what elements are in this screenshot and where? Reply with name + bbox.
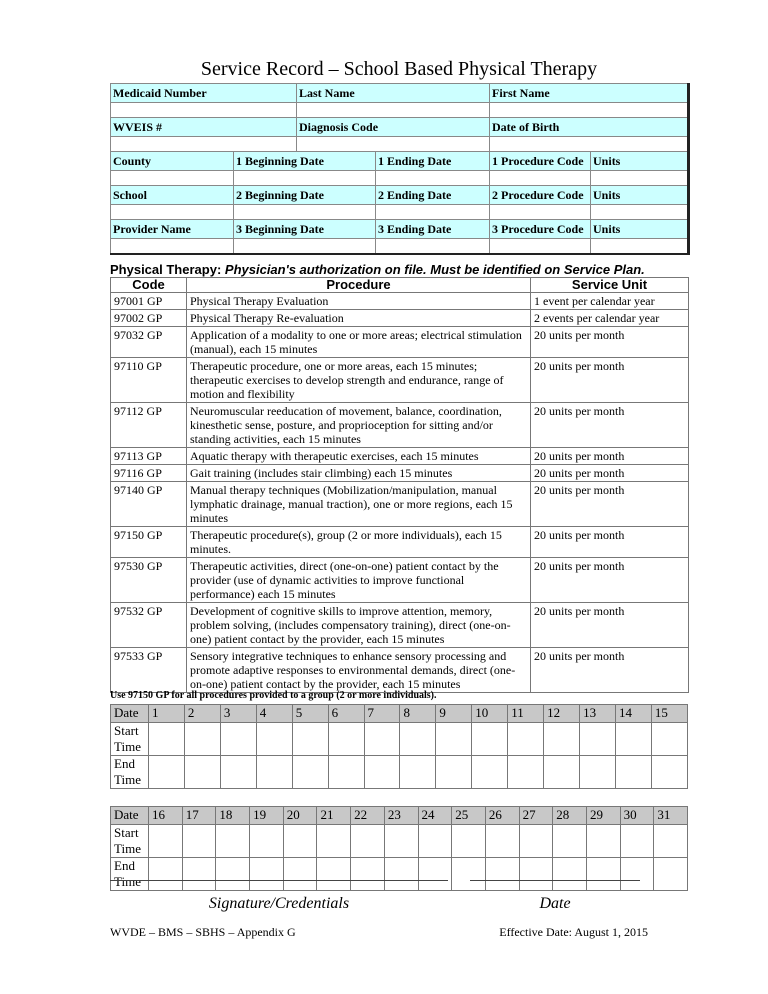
day-number: 6: [328, 705, 364, 723]
day-number: 5: [292, 705, 328, 723]
procedure-code: 97112 GP: [111, 403, 187, 448]
label-procedure-code-1: 1 Procedure Code: [490, 152, 591, 171]
day-number: 7: [364, 705, 400, 723]
day-number: 10: [472, 705, 508, 723]
procedure-row: [111, 448, 689, 465]
start-time-cell[interactable]: [418, 825, 452, 858]
start-time-cell[interactable]: [250, 825, 284, 858]
procedure-description: Physical Therapy Re-evaluation: [187, 310, 531, 327]
page-title: Service Record – School Based Physical Therapy: [200, 58, 598, 80]
procedure-row: [111, 465, 689, 482]
student-info-form: [110, 83, 690, 255]
procedure-code-1-field[interactable]: [490, 171, 591, 186]
day-number: 2: [184, 705, 220, 723]
day-number: 17: [182, 807, 216, 825]
school-field[interactable]: [111, 205, 234, 220]
procedure-description: Therapeutic activities, direct (one-on-one) patient contact by the provider (use of dynamic activities to improve functional performance) each 15 minutes: [187, 558, 531, 603]
label-units-1: Units: [591, 152, 689, 171]
start-time-cell[interactable]: [384, 825, 418, 858]
label-ending-date-2: 2 Ending Date: [376, 186, 490, 205]
label-provider-name: Provider Name: [111, 220, 234, 239]
end-time-cell[interactable]: [292, 756, 328, 789]
label-wveis: WVEIS #: [111, 118, 297, 137]
end-time-cell[interactable]: [149, 858, 183, 891]
day-number: 30: [620, 807, 654, 825]
end-time-cell[interactable]: [472, 756, 508, 789]
service-unit: 20 units per month: [531, 448, 689, 465]
start-time-cell[interactable]: [317, 825, 351, 858]
start-time-cell[interactable]: [580, 723, 616, 756]
service-unit: 20 units per month: [531, 648, 689, 693]
procedure-row: [111, 310, 689, 327]
service-unit: 20 units per month: [531, 465, 689, 482]
end-time-cell[interactable]: [553, 858, 587, 891]
procedure-row: [111, 527, 689, 558]
end-time-cell[interactable]: [250, 858, 284, 891]
day-number: 11: [508, 705, 544, 723]
start-time-cell[interactable]: [544, 723, 580, 756]
procedure-row: [111, 558, 689, 603]
procedure-code: 97116 GP: [111, 465, 187, 482]
start-time-cell[interactable]: [519, 825, 553, 858]
row-label-date: Date: [111, 705, 149, 723]
label-date-of-birth: Date of Birth: [490, 118, 689, 137]
procedure-code: 97530 GP: [111, 558, 187, 603]
service-unit: 20 units per month: [531, 482, 689, 527]
end-time-cell[interactable]: [216, 858, 250, 891]
section-heading: [110, 262, 645, 277]
end-time-cell[interactable]: [182, 858, 216, 891]
procedure-description: Therapeutic procedure(s), group (2 or more individuals), each 15 minutes.: [187, 527, 531, 558]
diagnosis-code-field[interactable]: [297, 137, 490, 152]
start-time-cell[interactable]: [220, 723, 256, 756]
group-note: Use 97150 GP for all procedures provided to a group (2 or more individuals).: [110, 690, 437, 701]
end-time-cell[interactable]: [508, 756, 544, 789]
procedure-row: [111, 648, 689, 693]
procedure-code: 97532 GP: [111, 603, 187, 648]
end-time-cell[interactable]: [580, 756, 616, 789]
end-time-cell[interactable]: [283, 858, 317, 891]
row-label-start-time: Start Time: [111, 723, 149, 756]
ending-date-3-field[interactable]: [376, 239, 490, 255]
day-number: 1: [149, 705, 185, 723]
procedure-code: 97001 GP: [111, 293, 187, 310]
procedure-description: Gait training (includes stair climbing) each 15 minutes: [187, 465, 531, 482]
procedure-row: [111, 603, 689, 648]
end-time-cell[interactable]: [328, 756, 364, 789]
label-school: School: [111, 186, 234, 205]
start-time-cell[interactable]: [651, 723, 687, 756]
end-time-cell[interactable]: [452, 858, 486, 891]
end-time-cell[interactable]: [256, 756, 292, 789]
label-beginning-date-1: 1 Beginning Date: [234, 152, 376, 171]
procedure-code: 97110 GP: [111, 358, 187, 403]
label-last-name: Last Name: [297, 84, 490, 103]
units-2-field[interactable]: [591, 205, 689, 220]
label-beginning-date-2: 2 Beginning Date: [234, 186, 376, 205]
end-time-cell[interactable]: [418, 858, 452, 891]
header-code: Code: [111, 278, 187, 293]
start-time-cell[interactable]: [184, 723, 220, 756]
start-time-cell[interactable]: [364, 723, 400, 756]
start-time-cell[interactable]: [182, 825, 216, 858]
section-subtitle: Physician's authorization on file. Must be identified on Service Plan.: [224, 262, 645, 277]
label-units-3: Units: [591, 220, 689, 239]
procedure-code-2-field[interactable]: [490, 205, 591, 220]
start-time-cell[interactable]: [400, 723, 436, 756]
procedure-row: [111, 327, 689, 358]
ending-date-2-field[interactable]: [376, 205, 490, 220]
start-time-cell[interactable]: [149, 825, 183, 858]
label-units-2: Units: [591, 186, 689, 205]
label-ending-date-3: 3 Ending Date: [376, 220, 490, 239]
procedure-code: 97533 GP: [111, 648, 187, 693]
day-number: 19: [250, 807, 284, 825]
start-time-cell[interactable]: [508, 723, 544, 756]
day-number: 13: [580, 705, 616, 723]
start-time-cell[interactable]: [351, 825, 385, 858]
start-time-cell[interactable]: [436, 723, 472, 756]
procedure-description: Therapeutic procedure, one or more areas, each 15 minutes; therapeutic exercises to develop strength and endurance, range of motion and flexibility: [187, 358, 531, 403]
start-time-cell[interactable]: [654, 825, 688, 858]
start-time-cell[interactable]: [292, 723, 328, 756]
day-number: 28: [553, 807, 587, 825]
procedure-row: [111, 293, 689, 310]
procedure-code-3-field[interactable]: [490, 239, 591, 255]
footer-left: WVDE – BMS – SBHS – Appendix G: [110, 925, 296, 939]
date-grid-1: [110, 704, 688, 789]
label-procedure-code-2: 2 Procedure Code: [490, 186, 591, 205]
end-time-cell[interactable]: [220, 756, 256, 789]
end-time-cell[interactable]: [615, 756, 651, 789]
procedure-description: Sensory integrative techniques to enhance sensory processing and promote adaptive responses to environmental demands, direct (one-on-one) patient contact by the provider, each 15 minutes: [187, 648, 531, 693]
end-time-cell[interactable]: [317, 858, 351, 891]
label-medicaid-number: Medicaid Number: [111, 84, 297, 103]
procedure-row: [111, 358, 689, 403]
footer-right: Effective Date: August 1, 2015: [499, 925, 648, 939]
service-unit: 1 event per calendar year: [531, 293, 689, 310]
service-unit: 20 units per month: [531, 527, 689, 558]
day-number: 16: [149, 807, 183, 825]
first-name-field[interactable]: [490, 103, 689, 118]
service-unit: 20 units per month: [531, 403, 689, 448]
day-number: 23: [384, 807, 418, 825]
units-3-field[interactable]: [591, 239, 689, 255]
header-service-unit: Service Unit: [531, 278, 689, 293]
service-unit: 20 units per month: [531, 558, 689, 603]
date-line[interactable]: [470, 880, 640, 881]
end-time-cell[interactable]: [384, 858, 418, 891]
signature-line[interactable]: [110, 880, 448, 881]
label-county: County: [111, 152, 234, 171]
end-time-cell[interactable]: [184, 756, 220, 789]
day-number: 21: [317, 807, 351, 825]
end-time-cell[interactable]: [586, 858, 620, 891]
end-time-cell[interactable]: [400, 756, 436, 789]
label-diagnosis-code: Diagnosis Code: [297, 118, 490, 137]
end-time-cell[interactable]: [620, 858, 654, 891]
start-time-cell[interactable]: [472, 723, 508, 756]
service-unit: 20 units per month: [531, 327, 689, 358]
ending-date-1-field[interactable]: [376, 171, 490, 186]
date-grid-2: [110, 806, 688, 891]
day-number: 25: [452, 807, 486, 825]
units-1-field[interactable]: [591, 171, 689, 186]
day-number: 26: [485, 807, 519, 825]
procedure-code: 97032 GP: [111, 327, 187, 358]
end-time-cell[interactable]: [149, 756, 185, 789]
last-name-field[interactable]: [297, 103, 490, 118]
label-first-name: First Name: [490, 84, 689, 103]
start-time-cell[interactable]: [615, 723, 651, 756]
start-time-cell[interactable]: [620, 825, 654, 858]
end-time-cell[interactable]: [351, 858, 385, 891]
day-number: 3: [220, 705, 256, 723]
procedure-description: Development of cognitive skills to improve attention, memory, problem solving, (includes compensatory training), direct (one-on-one) patient contact by the provider, each 15 minutes: [187, 603, 531, 648]
date-of-birth-field[interactable]: [490, 137, 689, 152]
start-time-cell[interactable]: [586, 825, 620, 858]
row-label-end-time: End Time: [111, 858, 149, 891]
service-unit: 20 units per month: [531, 603, 689, 648]
provider-name-field[interactable]: [111, 239, 234, 255]
start-time-cell[interactable]: [553, 825, 587, 858]
day-number: 18: [216, 807, 250, 825]
procedure-row: [111, 403, 689, 448]
header-procedure: Procedure: [187, 278, 531, 293]
procedure-row: [111, 482, 689, 527]
start-time-cell[interactable]: [328, 723, 364, 756]
day-number: 22: [351, 807, 385, 825]
procedure-code: 97140 GP: [111, 482, 187, 527]
procedure-description: Application of a modality to one or more areas; electrical stimulation (manual), each 15 minutes: [187, 327, 531, 358]
label-ending-date-1: 1 Ending Date: [376, 152, 490, 171]
end-time-cell[interactable]: [519, 858, 553, 891]
day-number: 8: [400, 705, 436, 723]
signature-label: Signature/Credentials: [208, 895, 350, 912]
day-number: 4: [256, 705, 292, 723]
day-number: 27: [519, 807, 553, 825]
start-time-cell[interactable]: [256, 723, 292, 756]
label-procedure-code-3: 3 Procedure Code: [490, 220, 591, 239]
procedure-code: 97002 GP: [111, 310, 187, 327]
service-unit: 2 events per calendar year: [531, 310, 689, 327]
label-beginning-date-3: 3 Beginning Date: [234, 220, 376, 239]
procedure-description: Physical Therapy Evaluation: [187, 293, 531, 310]
day-number: 9: [436, 705, 472, 723]
day-number: 14: [615, 705, 651, 723]
end-time-cell[interactable]: [651, 756, 687, 789]
day-number: 15: [651, 705, 687, 723]
row-label-date: Date: [111, 807, 149, 825]
medicaid-number-field[interactable]: [111, 103, 297, 118]
service-unit: 20 units per month: [531, 358, 689, 403]
wveis-field[interactable]: [111, 137, 297, 152]
procedure-code: 97113 GP: [111, 448, 187, 465]
day-number: 29: [586, 807, 620, 825]
procedure-code: 97150 GP: [111, 527, 187, 558]
day-number: 24: [418, 807, 452, 825]
procedure-description: Aquatic therapy with therapeutic exercises, each 15 minutes: [187, 448, 531, 465]
start-time-cell[interactable]: [485, 825, 519, 858]
end-time-cell[interactable]: [364, 756, 400, 789]
start-time-cell[interactable]: [283, 825, 317, 858]
procedure-description: Neuromuscular reeducation of movement, balance, coordination, kinesthetic sense, posture, and proprioception for sitting and/or standing activities, each 15 minutes: [187, 403, 531, 448]
day-number: 20: [283, 807, 317, 825]
procedures-table: [110, 277, 689, 693]
end-time-cell[interactable]: [544, 756, 580, 789]
day-number: 12: [544, 705, 580, 723]
procedure-description: Manual therapy techniques (Mobilization/manipulation, manual lymphatic drainage, manual traction), one or more regions, each 15 minutes: [187, 482, 531, 527]
end-time-cell[interactable]: [436, 756, 472, 789]
end-time-cell[interactable]: [654, 858, 688, 891]
beginning-date-2-field[interactable]: [234, 205, 376, 220]
row-label-end-time: End Time: [111, 756, 149, 789]
beginning-date-1-field[interactable]: [234, 171, 376, 186]
start-time-cell[interactable]: [452, 825, 486, 858]
start-time-cell[interactable]: [149, 723, 185, 756]
beginning-date-3-field[interactable]: [234, 239, 376, 255]
date-label: Date: [539, 895, 571, 912]
end-time-cell[interactable]: [485, 858, 519, 891]
row-label-start-time: Start Time: [111, 825, 149, 858]
start-time-cell[interactable]: [216, 825, 250, 858]
day-number: 31: [654, 807, 688, 825]
county-field[interactable]: [111, 171, 234, 186]
section-label: Physical Therapy:: [110, 262, 222, 277]
